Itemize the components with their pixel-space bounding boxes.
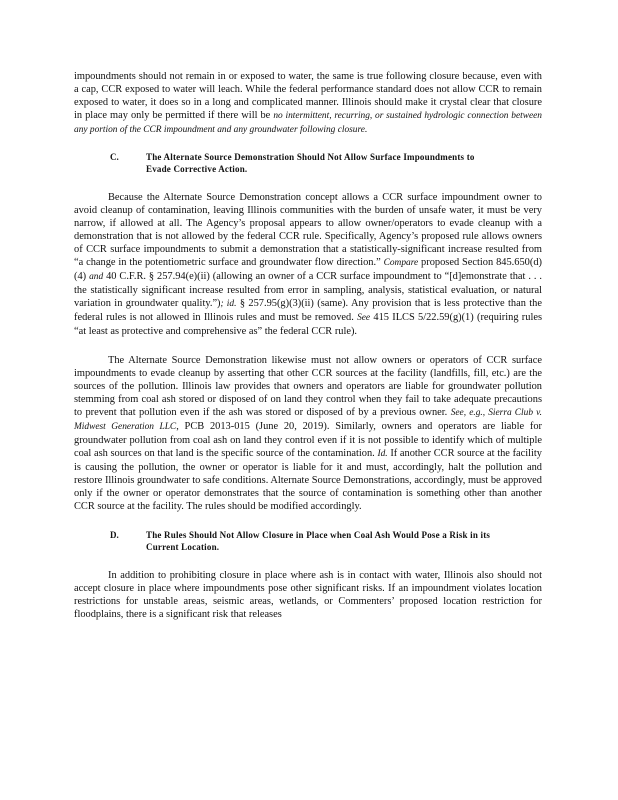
citation-signal: and [89, 272, 104, 282]
section-title: The Alternate Source Demonstration Should Not Allow Surface Impoundments to Evade Corrective Action. [146, 152, 475, 174]
document-body [74, 70, 542, 621]
paragraph-closure-risk: In addition to prohibiting closure in place where ash is in contact with water, Illinois also should not accept closure in place where impoundments pose other significant risks. If an impoundment violates location restrictions for unstable areas, seismic areas, wetlands, or Commenters’ proposed location restriction for floodplains, there is a significant risk that releases [74, 570, 542, 620]
section-heading-d [110, 529, 542, 553]
paragraph-alternate-source: Because the Alternate Source Demonstration concept allows a CCR surface impoundment owner to avoid cleanup of contamination, leaving Illinois communities with the burden of unsafe water, it must be very narrow, if allowed at all. The Agency’s proposal appears to allow owner/operators to evade cleanup with a demonstration that is not allowed by the federal CCR rule. Specifically, Agency’s proposed rule allows owners of CCR surface impoundments to submit a demonstration that a statistically-significant increase resulted from “a change in the potentiometric surface and groundwater flow direction.” Compare proposed Section 845.650(d)(4) and 40 C.F.R. § 257.94(e)(ii) (allowing an owner of a CCR surface impoundment to “[d]emonstrate that . . . the statistically significant increase resulted from error in sampling, analysis, statistical evaluation, or natural variation in groundwater quality.”); id. § 257.95(g)(3)(ii) (same). Any provision that is less protective than the federal rules is not allowed in Illinois rules and must be removed. See 415 ILCS 5/22.59(g)(1) (requiring rules “at least as protective and comprehensive as” the federal CCR rule). [74, 192, 542, 337]
paragraph-other-ccr-sources: The Alternate Source Demonstration likewise must not allow owners or operators of CCR surface impoundments to evade cleanup by asserting that other CCR sources at the facility (landfills, fill, etc.) are the sources of the pollution. Illinois law provides that owners and operators are liable for groundwater pollution stemming from coal ash stored or disposed of on land they control when they fail to take adequate precautions to prevent that pollution even if the ash was stored or disposed of by a previous owner. See, e.g., Sierra Club v. Midwest Generation LLC, PCB 2013-015 (June 20, 2019). Similarly, owners and operators are liable for groundwater pollution from coal ash on land they control even if it is not possible to identify which of multiple coal ash sources on that land is the specific source of the contamination. Id. If another CCR source at the facility is causing the pollution, the owner or operator is liable for it and must, accordingly, halt the pollution and restore Illinois groundwater to safe conditions. Alternate Source Demonstrations, accordingly, must be approved only if the owner or operator demonstrates that the source of contamination is something other than another CCR source at the facility. The rules should be modified accordingly. [74, 355, 542, 512]
citation-signal: Compare [383, 258, 419, 268]
citation-signal: ; id. [220, 299, 237, 309]
italic-requirement: no intermittent, recurring, or sustained hydrologic connection between any portion of the CCR impoundment and any groundwater following closure. [74, 111, 542, 135]
section-title: The Rules Should Not Allow Closure in Place when Coal Ash Would Pose a Risk in its Current Location. [146, 530, 491, 552]
citation-signal: Id. [377, 449, 388, 459]
paragraph-closure-exposure: impoundments should not remain in or exposed to water, the same is true following closure because, even with a cap, CCR exposed to water will leach. While the federal performance standard does not allow CCR to remain exposed to water, it does so in a long and complicated manner. Illinois should make it crystal clear that closure in place may only be permitted if there will be no intermittent, recurring, or sustained hydrologic connection between any portion of the CCR impoundment and any groundwater following closure. [74, 71, 542, 135]
case-citation: See, e.g., Sierra Club v. Midwest Generation LLC [74, 408, 542, 432]
section-letter: D. [110, 530, 119, 540]
citation-signal: See [357, 313, 371, 323]
section-heading-c [110, 151, 542, 175]
section-letter: C. [110, 152, 119, 162]
